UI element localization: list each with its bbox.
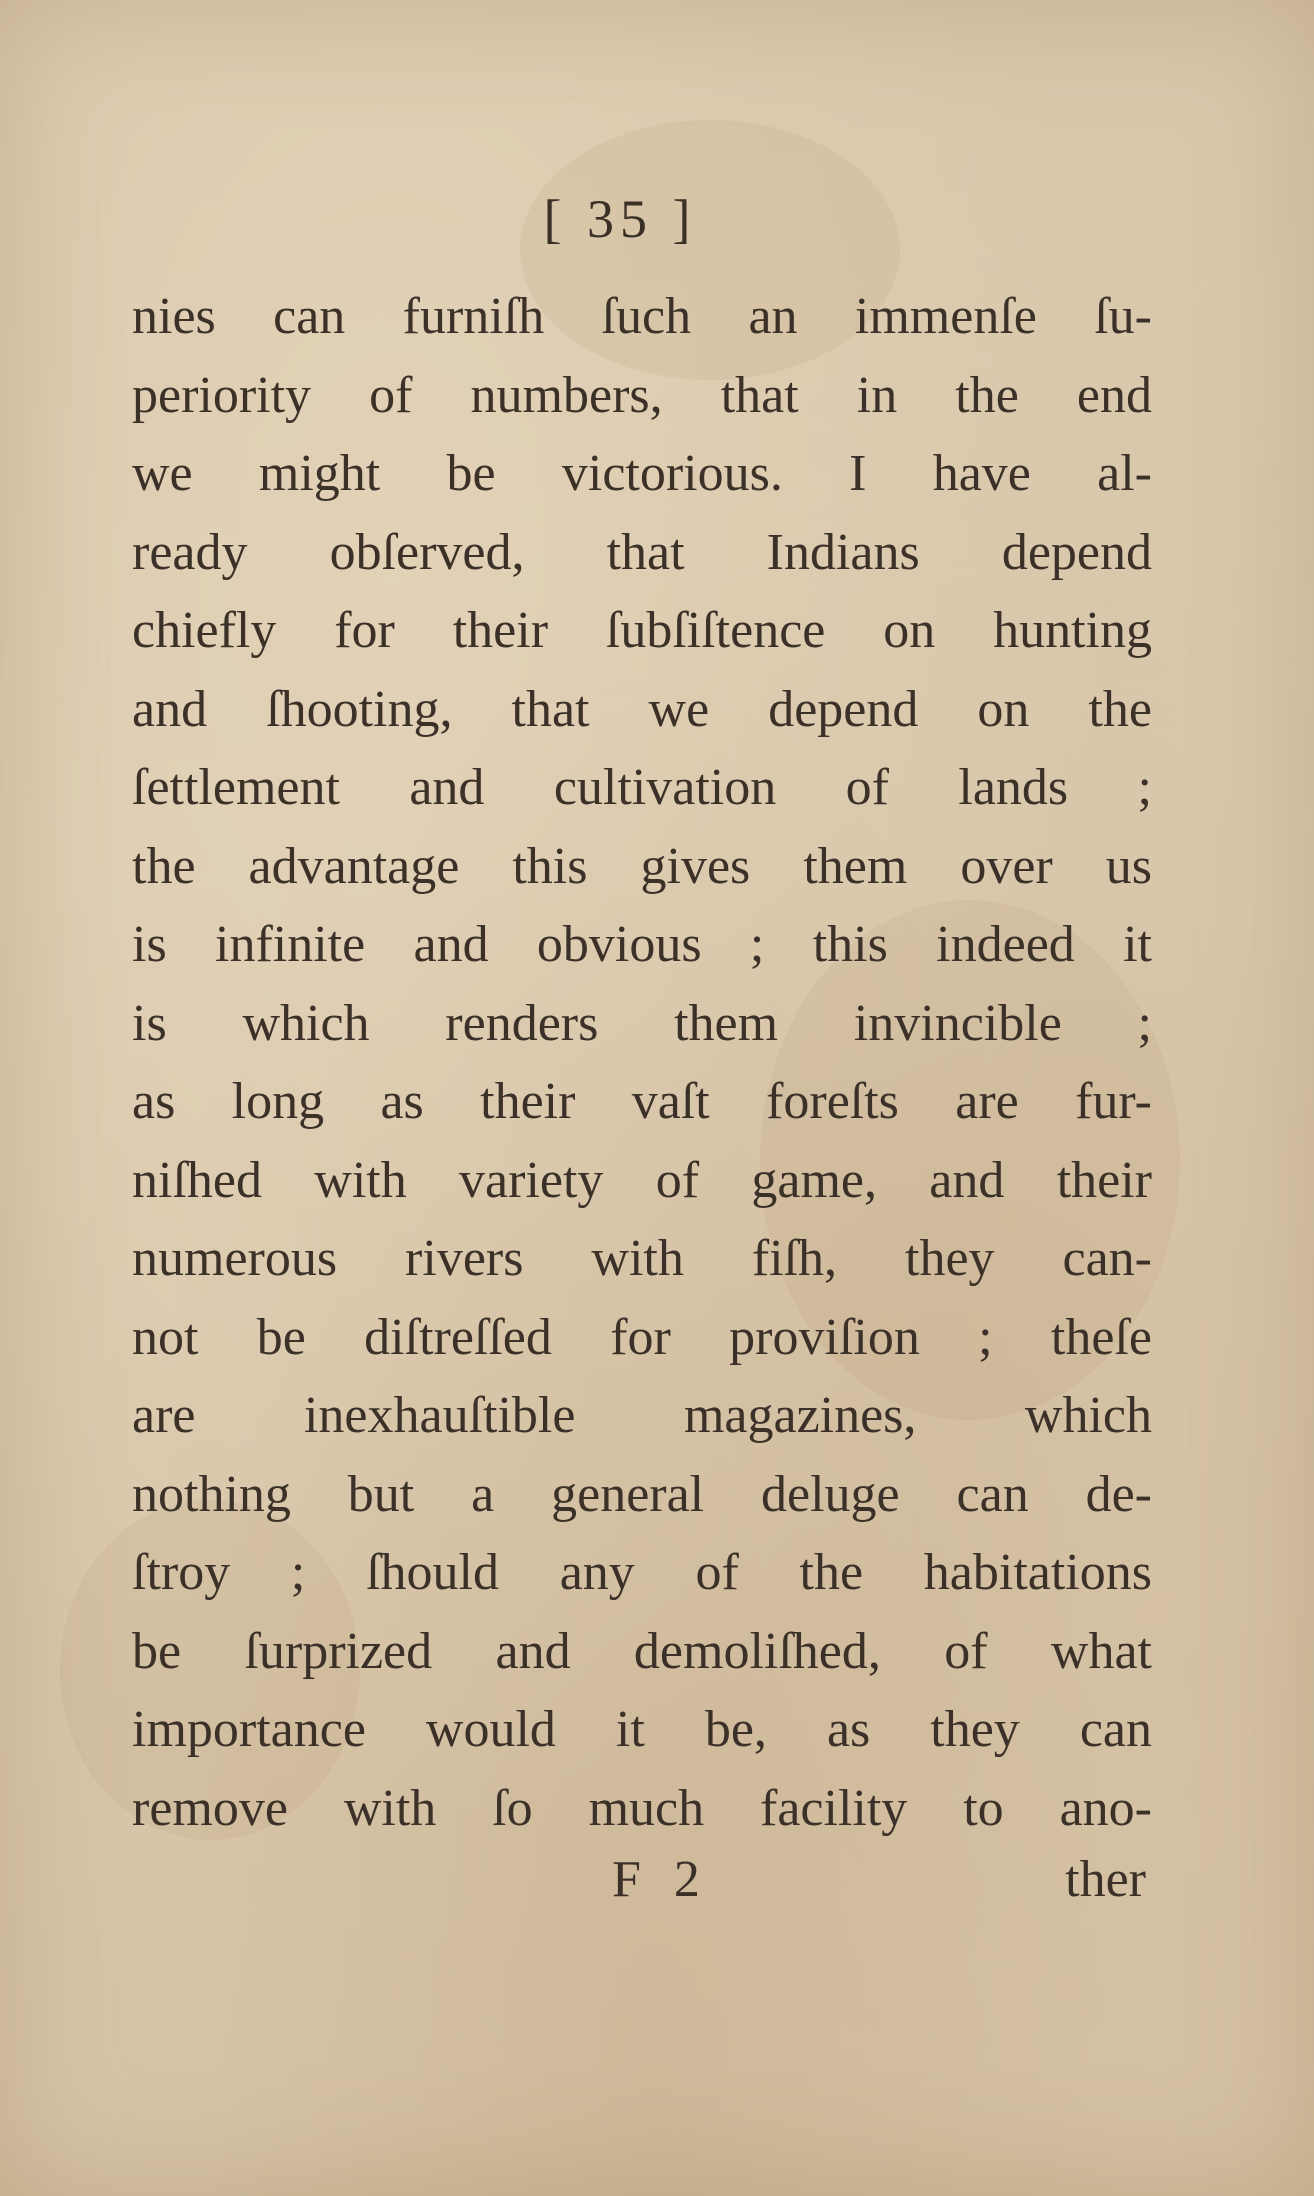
page-number: [ 35 ] — [543, 189, 697, 249]
text-line: niſhed with variety of game, and their — [132, 1151, 1152, 1209]
text-line: remove with ſo much facility to ano- — [132, 1779, 1152, 1837]
text-line: and ſhooting, that we depend on the — [132, 680, 1152, 738]
text-line: the advantage this gives them over us — [132, 837, 1152, 895]
text-line: be ſurprized and demoliſhed, of what — [132, 1622, 1152, 1680]
text-line: ſtroy ; ſhould any of the habitations — [132, 1544, 1152, 1601]
text-line: we might be victorious. I have al- — [132, 445, 1152, 502]
signature-mark: F 2 — [612, 1851, 710, 1908]
text-line: chiefly for their ſubſiſtence on hunting — [132, 602, 1152, 659]
text-line: is infinite and obvious ; this indeed it — [132, 916, 1152, 973]
text-line: ready obſerved, that Indians depend — [132, 523, 1152, 581]
text-line: nies can furniſh ſuch an immenſe ſu- — [132, 288, 1152, 345]
text-line: as long as their vaſt foreſts are fur- — [132, 1073, 1152, 1130]
text-line: periority of numbers, that in the end — [132, 366, 1152, 424]
catchword: ther — [1065, 1851, 1146, 1908]
text-line: is which renders them invincible ; — [132, 994, 1152, 1052]
text-line: not be diſtreſſed for proviſion ; theſe — [132, 1308, 1152, 1366]
text-line: are inexhauſtible magazines, which — [132, 1387, 1152, 1444]
page-footer — [132, 1850, 1152, 1930]
text-line: ſettlement and cultivation of lands ; — [132, 759, 1152, 816]
text-line: nothing but a general deluge can de- — [132, 1465, 1152, 1523]
body-text — [132, 278, 1152, 1848]
text-line: importance would it be, as they can — [132, 1701, 1152, 1758]
text-line: numerous rivers with fiſh, they can- — [132, 1230, 1152, 1287]
